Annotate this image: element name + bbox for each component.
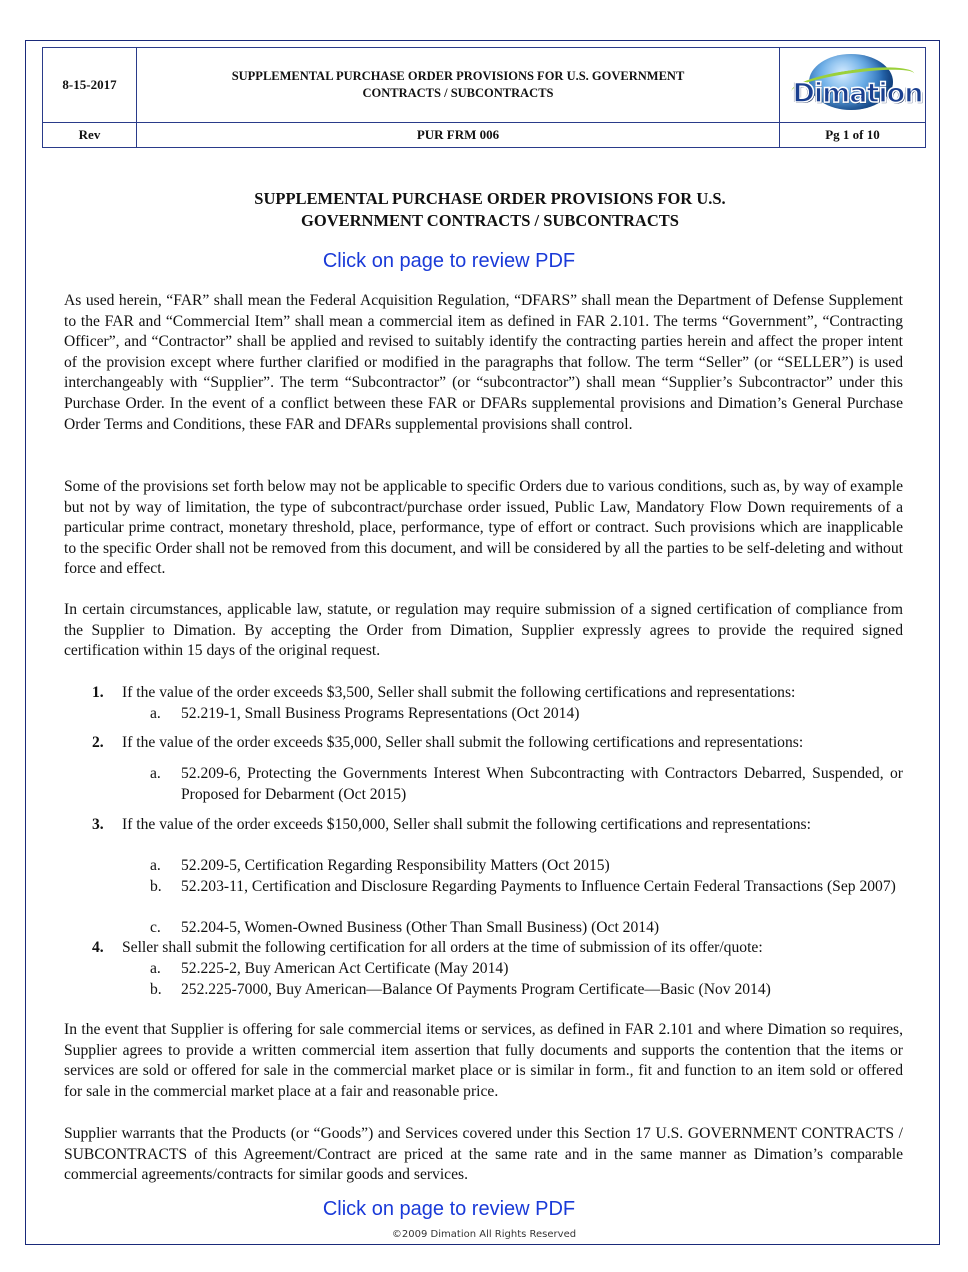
subitem-text: 52.203-11, Certification and Disclosure Regarding Payments to Influence Certain Federal Transactions (Sep 2007) bbox=[181, 878, 896, 895]
paragraph-certification: In certain circumstances, applicable law, statute, or regulation may require submission of a signed certification of compliance from the Supplier to Dimation. By accepting the Order from Dimation, Supplier expressly agrees to provide the required signed certification within 15 days of the original request. bbox=[64, 601, 903, 660]
header-form-number: PUR FRM 006 bbox=[137, 123, 780, 148]
subitem-text: 52.225-2, Buy American Act Certificate (May 2014) bbox=[181, 960, 509, 977]
logo-wordmark: Dimation bbox=[792, 78, 923, 109]
document-title-line1: SUPPLEMENTAL PURCHASE ORDER PROVISIONS FOR U.S. bbox=[254, 189, 726, 208]
header-date: 8-15-2017 bbox=[43, 48, 137, 123]
paragraph-applicability: Some of the provisions set forth below may not be applicable to specific Orders due to various conditions, such as, by way of example but not by way of limitation, the type of subcontract/purchase order issued, Public Law, Mandatory Flow Down requirements of a particular prime contract, monetary threshold, place, performance, type of effort or contract. Such provisions which are inapplicable to the specific Order shall not be removed from this document, and will be considered by all the parties to be self-deleting and without force and effect. bbox=[64, 478, 903, 578]
dimation-logo bbox=[787, 52, 923, 114]
document-title bbox=[60, 188, 920, 232]
subitem-letter: a. bbox=[150, 705, 161, 722]
subitem-letter: c. bbox=[150, 919, 161, 936]
list-text: If the value of the order exceeds $150,000, Seller shall submit the following certifications and representations: bbox=[122, 816, 811, 833]
list-text: Seller shall submit the following certification for all orders at the time of submission of its offer/quote: bbox=[122, 939, 763, 956]
review-pdf-link-bottom[interactable]: Click on page to review PDF bbox=[322, 1198, 576, 1220]
document-header bbox=[42, 47, 926, 148]
header-title-line2: CONTRACTS / SUBCONTRACTS bbox=[362, 86, 554, 100]
list-number: 4. bbox=[92, 939, 104, 956]
header-title bbox=[137, 48, 780, 123]
paragraph-commercial-items: In the event that Supplier is offering for sale commercial items or services, as defined in FAR 2.101 and where Dimation so requires, Supplier agrees to provide a written commercial item assertion that fully documents and supports the contention that the items or services are sold or offered for sale in the commercial market place or is similar in form., fit and function to an item sold or offered for sale in the commercial market place at a fair and reasonable price. bbox=[64, 1021, 903, 1100]
document-title-line2: GOVERNMENT CONTRACTS / SUBCONTRACTS bbox=[301, 211, 679, 230]
paragraph-pricing-warranty: Supplier warrants that the Products (or “Goods”) and Services covered under this Section 17 U.S. GOVERNMENT CONTRACTS / SUBCONTRACTS of this Agreement/Contract are priced at the same rate and in the same manner as Dimation’s comparable commercial agreements/contracts for similar goods and services. bbox=[64, 1125, 903, 1184]
subitem-text: 52.204-5, Women-Owned Business (Other Than Small Business) (Oct 2014) bbox=[181, 919, 660, 936]
list-number: 2. bbox=[92, 734, 104, 751]
subitem-letter: a. bbox=[150, 960, 161, 977]
subitem-letter: a. bbox=[150, 857, 161, 874]
header-title-line1: SUPPLEMENTAL PURCHASE ORDER PROVISIONS FOR U.S. GOVERNMENT bbox=[231, 69, 685, 83]
subitem-letter: b. bbox=[150, 981, 162, 998]
subitem-text: 52.209-6, Protecting the Governments Interest When Subcontracting with Contractors Debarred, Suspended, or Proposed for Debarment (Oct 2015) bbox=[181, 765, 903, 803]
paragraph-definitions: As used herein, “FAR” shall mean the Federal Acquisition Regulation, “DFARS” shall mean the Department of Defense Supplement to the FAR and “Commercial Item” shall mean a commercial item as defined in FAR 2.101. The terms “Government”, “Contracting Officer”, and “Contractor” shall be applied and revised to suitably identify the contracting parties herein and affect the proper intent of the provision except where further clarified or modified in the paragraphs that follow. The term “Seller” (or “SELLER”) is used interchangeably with “Supplier”. The term “Subcontractor” (or “subcontractor”) shall mean “Supplier’s Subcontractor” under this Purchase Order. In the event of a conflict between these FAR or DFARs supplemental provisions and Dimation’s General Purchase Order Terms and Conditions, these FAR and DFARs supplemental provisions shall control. bbox=[64, 292, 903, 433]
header-page-number: Pg 1 of 10 bbox=[780, 123, 926, 148]
logo-cell bbox=[780, 48, 926, 123]
subitem-text: 52.209-5, Certification Regarding Responsibility Matters (Oct 2015) bbox=[181, 857, 610, 874]
copyright-footer: ©2009 Dimation All Rights Reserved bbox=[391, 1229, 577, 1240]
subitem-text: 252.225-7000, Buy American—Balance Of Payments Program Certificate—Basic (Nov 2014) bbox=[181, 981, 771, 998]
subitem-text: 52.219-1, Small Business Programs Representations (Oct 2014) bbox=[181, 705, 580, 722]
header-rev: Rev bbox=[43, 123, 137, 148]
list-number: 3. bbox=[92, 816, 104, 833]
list-text: If the value of the order exceeds $35,000, Seller shall submit the following certifications and representations: bbox=[122, 734, 804, 751]
list-number: 1. bbox=[92, 684, 104, 701]
review-pdf-link-top[interactable]: Click on page to review PDF bbox=[322, 250, 576, 272]
subitem-letter: b. bbox=[150, 878, 162, 895]
list-text: If the value of the order exceeds $3,500, Seller shall submit the following certifications and representations: bbox=[122, 684, 796, 701]
subitem-letter: a. bbox=[150, 765, 161, 782]
